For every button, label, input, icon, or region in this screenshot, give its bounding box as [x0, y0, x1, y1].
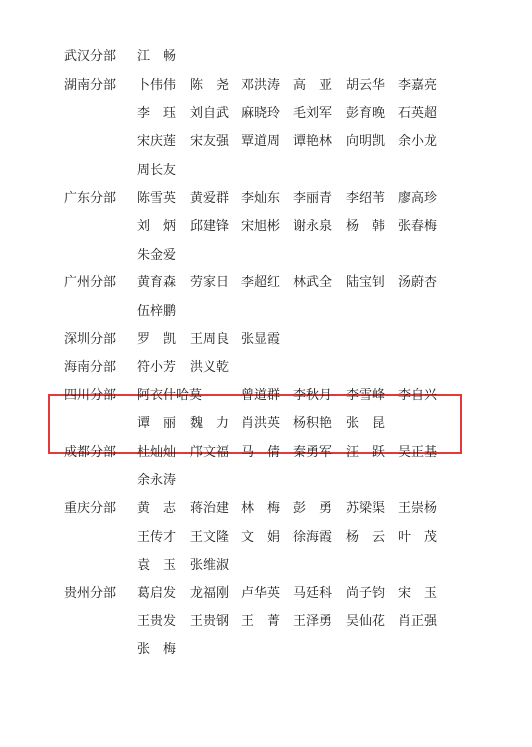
- member-name: 劳家日: [190, 275, 230, 290]
- member-name: 谭 丽: [137, 416, 177, 431]
- member-name: 黄爱群: [190, 191, 230, 206]
- member-name: 宋 玉: [398, 586, 438, 601]
- member-name: 陈雪英: [137, 191, 177, 206]
- member-name: 李绍苇: [346, 191, 386, 206]
- member-name: 王传才: [137, 530, 177, 545]
- branch-name: 成都分部: [64, 445, 117, 460]
- member-name: 王泽勇: [293, 614, 333, 629]
- member-name: 杜灿灿: [137, 445, 177, 460]
- member-name: 肖洪英: [241, 416, 281, 431]
- member-name: 马廷科: [293, 586, 333, 601]
- member-name: 王 菁: [241, 614, 281, 629]
- member-name: 尚子钧: [346, 586, 386, 601]
- member-name: 林武全: [293, 275, 333, 290]
- member-name: 李灿东: [241, 191, 281, 206]
- member-name: 汪 跃: [346, 445, 386, 460]
- member-name: 李超红: [241, 275, 281, 290]
- member-name: 张 梅: [137, 642, 177, 657]
- member-name: 宋庆莲: [137, 134, 177, 149]
- branch-name: 深圳分部: [64, 332, 117, 347]
- member-name: 彭 勇: [293, 501, 333, 516]
- member-name: 张维淑: [190, 558, 230, 573]
- member-name: 麻晓玲: [241, 106, 281, 121]
- member-name: 张 昆: [346, 416, 386, 431]
- member-name: 陈 尧: [190, 78, 230, 93]
- member-name: 马 倩: [241, 445, 281, 460]
- member-name: 张春梅: [398, 219, 438, 234]
- member-name: 李嘉亮: [398, 78, 438, 93]
- member-name: 卢华英: [241, 586, 281, 601]
- member-name: 邝文福: [190, 445, 230, 460]
- member-name: 洪义乾: [190, 360, 230, 375]
- branch-name: 海南分部: [64, 360, 117, 375]
- member-name: 魏 力: [190, 416, 230, 431]
- member-name: 王周良: [190, 332, 230, 347]
- member-name: 宋旭彬: [241, 219, 281, 234]
- member-name: 谢永泉: [293, 219, 333, 234]
- member-name: 林 梅: [241, 501, 281, 516]
- member-name: 覃道周: [241, 134, 281, 149]
- member-name: 黄 志: [137, 501, 177, 516]
- branch-name: 湖南分部: [64, 78, 117, 93]
- branch-name: 武汉分部: [64, 49, 117, 64]
- member-name: 周长友: [137, 163, 177, 178]
- member-name: 高 亚: [293, 78, 333, 93]
- member-name: 朱金爱: [137, 248, 177, 263]
- member-name: 徐海霞: [293, 530, 333, 545]
- member-name: 王贵钢: [190, 614, 230, 629]
- member-name: 王文隆: [190, 530, 230, 545]
- member-name: 李秋月: [293, 388, 333, 403]
- branch-name: 四川分部: [64, 388, 117, 403]
- member-name: 宋友强: [190, 134, 230, 149]
- member-name: 邓洪涛: [241, 78, 281, 93]
- member-name: 卜伟伟: [137, 78, 177, 93]
- member-name: 李自兴: [398, 388, 438, 403]
- member-name: 张显霞: [241, 332, 281, 347]
- member-name: 龙福刚: [190, 586, 230, 601]
- member-name: 肖正强: [398, 614, 438, 629]
- member-name: 刘 炳: [137, 219, 177, 234]
- branch-name: 重庆分部: [64, 501, 117, 516]
- branch-name: 贵州分部: [64, 586, 117, 601]
- member-name: 石英超: [398, 106, 438, 121]
- member-name: 王崇杨: [398, 501, 438, 516]
- member-name: 杨 云: [346, 530, 386, 545]
- member-name: 陆宝钊: [346, 275, 386, 290]
- member-name: 罗 凯: [137, 332, 177, 347]
- member-name: 叶 茂: [398, 530, 438, 545]
- member-name: 余小龙: [398, 134, 438, 149]
- member-name: 阿衣什哈莫: [137, 388, 203, 403]
- member-name: 汤蔚杏: [398, 275, 438, 290]
- member-name: 李雪峰: [346, 388, 386, 403]
- branch-name: 广州分部: [64, 275, 117, 290]
- member-name: 文 娟: [241, 530, 281, 545]
- member-name: 王贵发: [137, 614, 177, 629]
- member-name: 吴仙花: [346, 614, 386, 629]
- member-name: 江 畅: [137, 49, 177, 64]
- member-name: 刘自武: [190, 106, 230, 121]
- member-name: 曾道群: [241, 388, 281, 403]
- member-name: 符小芳: [137, 360, 177, 375]
- member-name: 李 珏: [137, 106, 177, 121]
- member-name: 黄育森: [137, 275, 177, 290]
- member-name: 彭育晚: [346, 106, 386, 121]
- member-name: 秦勇军: [293, 445, 333, 460]
- member-name: 向明凯: [346, 134, 386, 149]
- member-name: 苏梁渠: [346, 501, 386, 516]
- member-name: 廖高珍: [398, 191, 438, 206]
- member-name: 伍梓鹏: [137, 304, 177, 319]
- member-name: 蒋治建: [190, 501, 230, 516]
- member-name: 余永涛: [137, 473, 177, 488]
- member-name: 杨积艳: [293, 416, 333, 431]
- member-name: 袁 玉: [137, 558, 177, 573]
- member-name: 邱建锋: [190, 219, 230, 234]
- member-name: 谭艳林: [293, 134, 333, 149]
- branch-name: 广东分部: [64, 191, 117, 206]
- member-name: 葛启发: [137, 586, 177, 601]
- member-name: 毛刘军: [293, 106, 333, 121]
- member-name: 胡云华: [346, 78, 386, 93]
- member-name: 吴正基: [398, 445, 438, 460]
- member-name: 杨 韩: [346, 219, 386, 234]
- member-name: 李丽青: [293, 191, 333, 206]
